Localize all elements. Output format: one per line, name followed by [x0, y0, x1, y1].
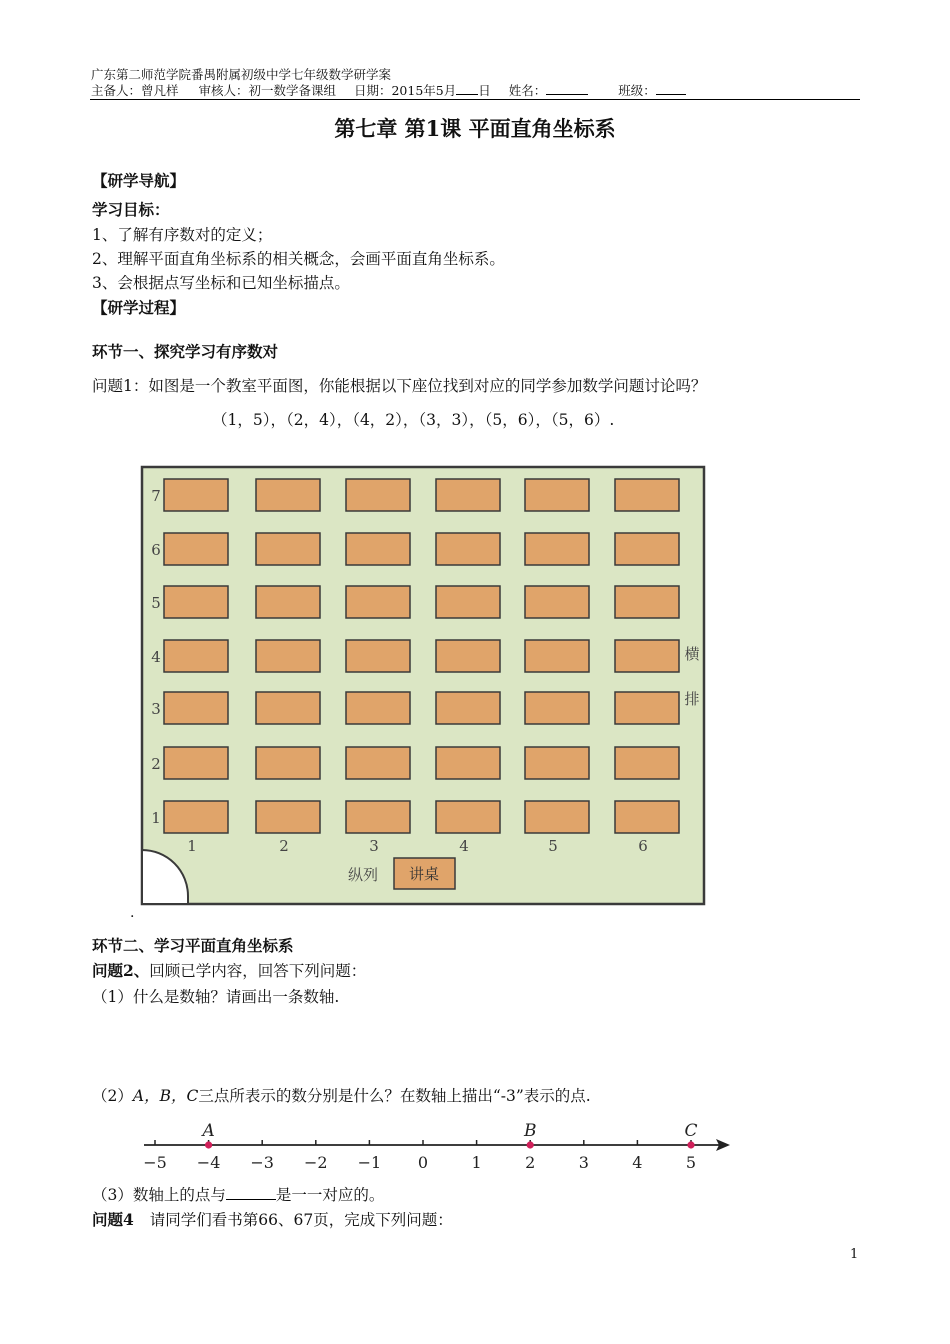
objective-item: 3、会根据点写坐标和已知坐标描点。 — [92, 274, 350, 292]
desk-r6-c1 — [164, 533, 228, 565]
question-1: 问题1：如图是一个教室平面图，你能根据以下座位找到对应的同学参加数学问题讨论吗？ — [92, 377, 707, 395]
desk-r7-c5 — [525, 479, 589, 511]
page-title: 第七章 第1课 平面直角坐标系 — [334, 116, 616, 141]
question-2-label: 问题2、 — [92, 961, 150, 980]
number-line-tick-label: −5 — [143, 1153, 167, 1172]
desk-r1-c6 — [615, 801, 679, 833]
desk-r3-c3 — [346, 692, 410, 724]
desk-r3-c1 — [164, 692, 228, 724]
header-reviewer: 审核人：初一数学备课组 — [198, 83, 336, 98]
row-label: 7 — [151, 487, 161, 505]
question-2-2-points: A，B，C — [132, 1087, 199, 1105]
side-label-row: 排 — [684, 690, 700, 708]
desk-r6-c3 — [346, 533, 410, 565]
desk-r4-c3 — [346, 640, 410, 672]
number-line-tick-label: 2 — [525, 1153, 536, 1172]
question-4 — [92, 1210, 453, 1230]
number-line — [140, 1122, 740, 1174]
desk-r2-c1 — [164, 747, 228, 779]
header-preparer: 主备人：曾凡样 — [91, 83, 179, 98]
answer-blank — [226, 1199, 276, 1200]
column-number-label: 5 — [548, 837, 558, 855]
number-line-tick-label: −3 — [250, 1153, 274, 1172]
number-line-tick-label: −1 — [357, 1153, 382, 1172]
header-class-label: 班级： — [618, 83, 656, 98]
question-2-3-suffix: 是一一对应的。 — [275, 1186, 385, 1204]
number-line-point-B — [527, 1141, 534, 1148]
desk-r2-c6 — [615, 747, 679, 779]
column-label: 纵列 — [347, 866, 379, 884]
row-label: 2 — [151, 755, 161, 773]
row-label: 1 — [151, 809, 161, 827]
header-date-prefix: 日期：2015年5月 — [353, 83, 457, 98]
question-2-text: 回顾已学内容，回答下列问题： — [149, 962, 367, 980]
question-2-1: （1）什么是数轴？请画出一条数轴. — [92, 988, 340, 1006]
desk-r7-c6 — [615, 479, 679, 511]
number-line-tick-label: 5 — [685, 1153, 697, 1172]
podium-label: 讲桌 — [408, 865, 440, 883]
desk-r4-c5 — [525, 640, 589, 672]
class-blank — [656, 94, 686, 95]
desk-r2-c3 — [346, 747, 410, 779]
desk-r1-c3 — [346, 801, 410, 833]
desk-r7-c2 — [256, 479, 320, 511]
question-2 — [92, 961, 366, 981]
column-number-label: 1 — [187, 837, 197, 855]
column-number-label: 4 — [459, 837, 469, 855]
stray-dot: . — [130, 905, 135, 921]
desk-r3-c2 — [256, 692, 320, 724]
desk-r4-c2 — [256, 640, 320, 672]
desk-r6-c6 — [615, 533, 679, 565]
question-2-2-prefix: （2） — [92, 1087, 133, 1105]
question-2-2-text: 三点所表示的数分别是什么？在数轴上描出“-3”表示的点. — [198, 1087, 591, 1105]
section-process: 【研学过程】 — [92, 298, 186, 317]
desk-r1-c1 — [164, 801, 228, 833]
row-label: 3 — [151, 700, 161, 718]
objective-item: 1、了解有序数对的定义； — [92, 226, 273, 244]
section-guide: 【研学导航】 — [92, 171, 186, 190]
row-label: 5 — [151, 594, 161, 612]
header-school: 广东第二师范学院番禺附属初级中学七年级数学研学案 — [91, 67, 392, 82]
number-line-tick-label: 1 — [471, 1153, 482, 1172]
row-label: 6 — [151, 541, 161, 559]
desk-r2-c2 — [256, 747, 320, 779]
page-number: 1 — [850, 1247, 859, 1262]
column-number-label: 2 — [279, 837, 289, 855]
side-label-horizontal: 横 — [684, 645, 700, 663]
number-line-tick-label: 3 — [578, 1153, 589, 1172]
number-line-tick-label: 0 — [417, 1153, 429, 1172]
desk-r1-c2 — [256, 801, 320, 833]
desk-r6-c4 — [436, 533, 500, 565]
desk-r7-c1 — [164, 479, 228, 511]
column-number-label: 6 — [638, 837, 648, 855]
number-line-point-label: B — [523, 1122, 537, 1141]
row-label: 4 — [151, 648, 161, 666]
header-rule — [90, 99, 860, 100]
header-info — [91, 83, 686, 98]
desk-r5-c4 — [436, 586, 500, 618]
number-line-point-C — [687, 1141, 694, 1148]
desk-r5-c3 — [346, 586, 410, 618]
question-4-label: 问题4 — [92, 1210, 134, 1229]
desk-r5-c5 — [525, 586, 589, 618]
question-1-pairs: （1，5），（2，4），（4，2），（3，3），（5，6），（5，6）. — [212, 411, 615, 429]
desk-r5-c1 — [164, 586, 228, 618]
number-line-tick-label: 4 — [632, 1153, 643, 1172]
part2-title: 环节二、学习平面直角坐标系 — [92, 936, 294, 955]
question-2-3-prefix: （3）数轴上的点与 — [92, 1186, 226, 1204]
desk-r1-c4 — [436, 801, 500, 833]
question-2-2 — [92, 1086, 591, 1106]
number-line-tick-label: −4 — [196, 1153, 221, 1172]
number-line-point-A — [205, 1141, 212, 1148]
desk-r2-c5 — [525, 747, 589, 779]
desk-r4-c1 — [164, 640, 228, 672]
column-number-label: 3 — [369, 837, 379, 855]
objectives-title: 学习目标： — [92, 200, 170, 219]
desk-r2-c4 — [436, 747, 500, 779]
desk-r6-c2 — [256, 533, 320, 565]
desk-r5-c6 — [615, 586, 679, 618]
header-name-label: 姓名： — [508, 83, 547, 98]
desk-r3-c6 — [615, 692, 679, 724]
question-2-3 — [92, 1185, 384, 1205]
desk-r4-c4 — [436, 640, 500, 672]
desk-r6-c5 — [525, 533, 589, 565]
classroom-plan — [140, 465, 706, 907]
desk-r7-c3 — [346, 479, 410, 511]
part1-title: 环节一、探究学习有序数对 — [92, 342, 279, 361]
desk-r7-c4 — [436, 479, 500, 511]
header-date-suffix: 日 — [478, 83, 491, 98]
desk-r4-c6 — [615, 640, 679, 672]
objective-item: 2、理解平面直角坐标系的相关概念，会画平面直角坐标系。 — [92, 250, 505, 268]
name-blank — [546, 94, 588, 95]
desk-r5-c2 — [256, 586, 320, 618]
number-line-tick-label: −2 — [304, 1153, 328, 1172]
question-4-text: 请同学们看书第66、67页，完成下列问题： — [149, 1211, 453, 1229]
desk-r1-c5 — [525, 801, 589, 833]
number-line-point-label: C — [684, 1122, 698, 1141]
desk-r3-c5 — [525, 692, 589, 724]
desk-r3-c4 — [436, 692, 500, 724]
number-line-point-label: A — [202, 1122, 215, 1141]
date-blank — [456, 94, 478, 95]
